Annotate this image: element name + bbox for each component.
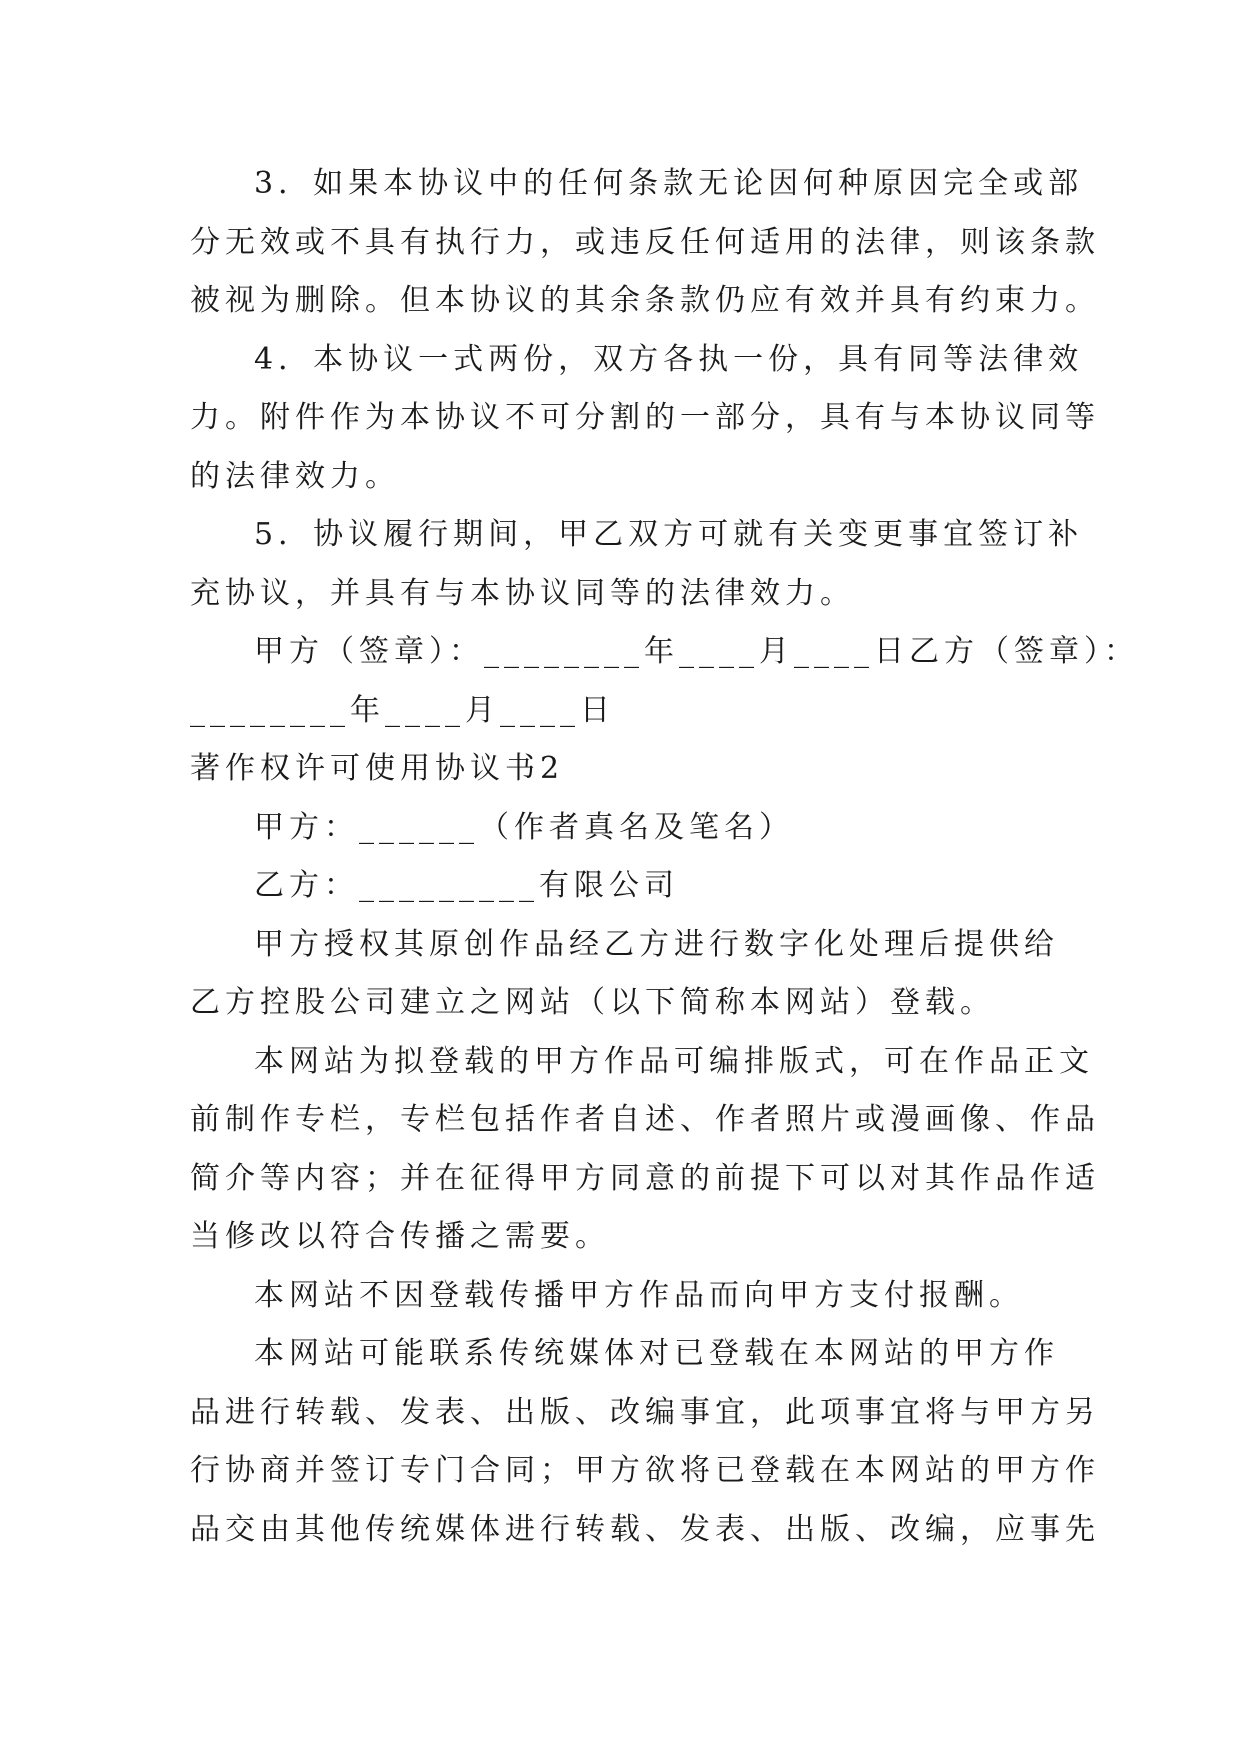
text-line: 本网站可能联系传统媒体对已登载在本网站的甲方作 [254,1336,1059,1371]
party-b-line: 乙方：_________有限公司 [254,868,679,903]
text-line: 前制作专栏，专栏包括作者自述、作者照片或漫画像、作品 [190,1102,1100,1137]
signature-date-line: ________年____月____日 [190,692,615,728]
text-line: 被视为删除。但本协议的其余条款仍应有效并具有约束力。 [190,283,1100,318]
text-line: 品进行转载、发表、出版、改编事宜，此项事宜将与甲方另 [190,1394,1100,1430]
text-line: 本网站为拟登载的甲方作品可编排版式，可在作品正文 [254,1043,1094,1079]
text-line: 简介等内容；并在征得甲方同意的前提下可以对其作品作适 [190,1160,1100,1196]
text-line: 3．如果本协议中的任何条款无论因何种原因完全或部 [254,166,1084,201]
text-line: 本网站不因登载传播甲方作品而向甲方支付报酬。 [254,1277,1024,1313]
text-line: 力。附件作为本协议不可分割的一部分，具有与本协议同等 [190,400,1100,435]
text-line: 4．本协议一式两份，双方各执一份，具有同等法律效 [254,341,1084,377]
text-line: 品交由其他传统媒体进行转载、发表、出版、改编，应事先 [190,1511,1100,1547]
text-line: 行协商并签订专门合同；甲方欲将已登载在本网站的甲方作 [190,1453,1100,1488]
text-line: 5．协议履行期间，甲乙双方可就有关变更事宜签订补 [254,517,1084,552]
text-line: 的法律效力。 [190,458,400,494]
document-body [190,155,1139,1559]
text-line: 当修改以符合传播之需要。 [190,1219,610,1254]
signature-line: 甲方（签章）：________年____月____日乙方（签章）： [254,634,1139,669]
text-line: 甲方授权其原创作品经乙方进行数字化处理后提供给 [254,926,1059,962]
party-a-line: 甲方：______（作者真名及笔名） [254,809,794,845]
text-line: 充协议，并具有与本协议同等的法律效力。 [190,575,855,611]
text-line: 乙方控股公司建立之网站（以下简称本网站）登载。 [190,985,995,1020]
section-title: 著作权许可使用协议书2 [190,751,565,786]
text-line: 分无效或不具有执行力，或违反任何适用的法律，则该条款 [190,224,1100,260]
